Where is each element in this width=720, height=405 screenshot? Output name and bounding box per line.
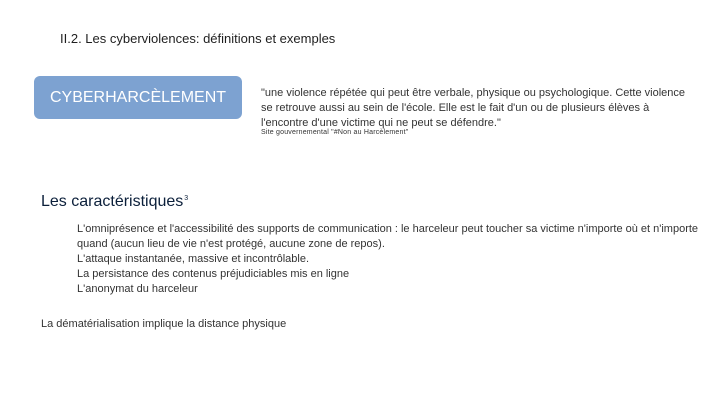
list-item: L'anonymat du harceleur	[77, 283, 198, 295]
characteristics-heading	[41, 193, 188, 211]
slide-title: II.2. Les cyberviolences: définitions et exemples	[60, 31, 336, 46]
list-item: L'omniprésence et l'accessibilité des supports de communication : le harceleur peut toucher sa victime n'importe où et n'importe quand (aucun lieu de vie n'est protégé, aucune zone de repos).	[77, 223, 699, 250]
characteristics-list	[77, 222, 702, 297]
term-box	[34, 76, 242, 119]
list-item: L'attaque instantanée, massive et incontrôlable.	[77, 253, 310, 265]
term-label: CYBERHARCÈLEMENT	[49, 88, 227, 106]
definition-source: Site gouvernemental "#Non au Harcèlement"	[261, 129, 409, 136]
list-item: La persistance des contenus préjudiciables mis en ligne	[77, 268, 350, 280]
footnote-marker: 3	[184, 194, 189, 202]
conclusion-text: La dématérialisation implique la distance physique	[41, 318, 287, 330]
definition-text: "une violence répétée qui peut être verbale, physique ou psychologique. Cette violence se retrouve aussi au sein de l'école. Elle est le fait d'un ou de plusieurs élèves à l'encontre d'une victime qui ne peut se défendre."	[261, 87, 686, 129]
characteristics-heading-text: Les caractéristiques	[41, 193, 184, 210]
definition-quote	[261, 86, 691, 131]
